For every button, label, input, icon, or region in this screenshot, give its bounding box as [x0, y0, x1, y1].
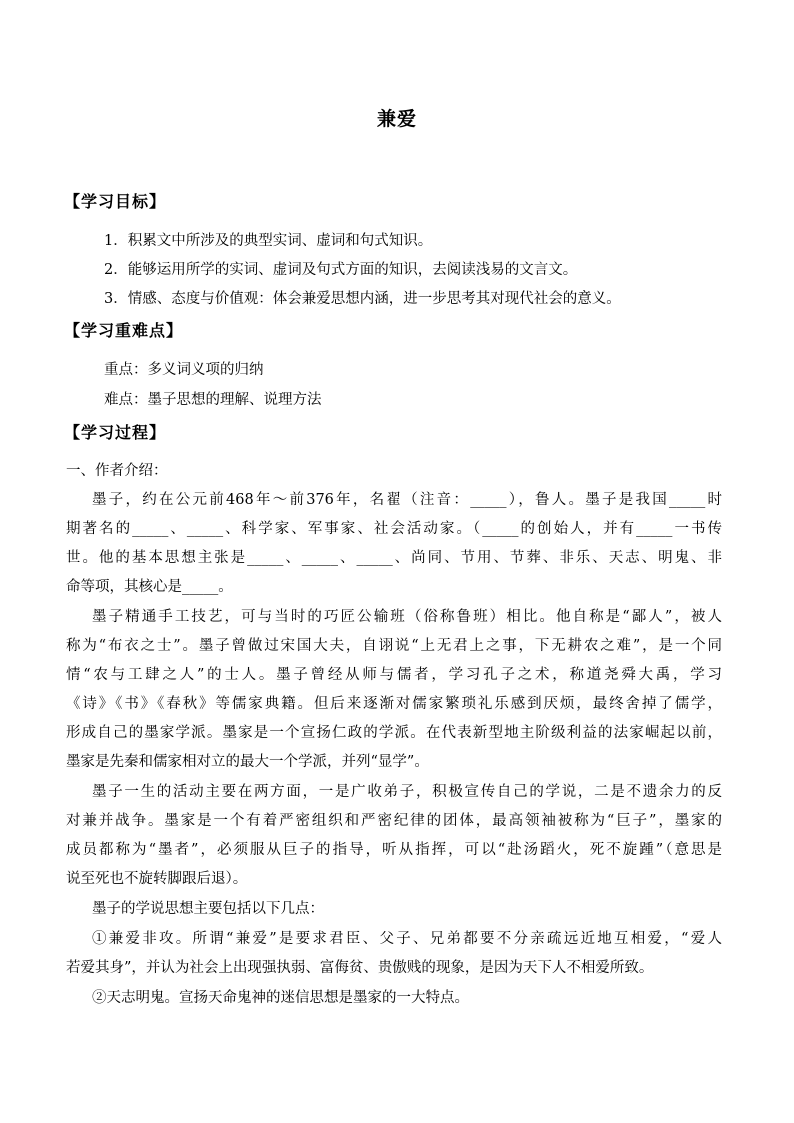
- paragraph-line: 墨子一生的活动主要在两方面，一是广收弟子，积极宣传自己的学说，二是不遗余力的反: [92, 784, 722, 800]
- author-intro-label: 一、作者介绍：: [66, 463, 168, 479]
- goals-heading: 【学习目标】: [64, 192, 167, 211]
- paragraph-line: 墨子的学说思想主要包括以下几点：: [92, 901, 324, 917]
- paragraph-line: 对兼并战争。墨家是一个有着严密组织和严密纪律的团体，最高领袖被称为“巨子”，墨家的: [66, 813, 722, 829]
- paragraph-line: 世。他的基本思想主张是_____、_____、_____、尚同、节用、节葬、非乐、天志、明鬼、非: [66, 550, 722, 566]
- paragraph-line: 命等项，其核心是_____。: [66, 579, 233, 595]
- document-title: 兼爱: [376, 108, 417, 130]
- paragraph-line: ①兼爱非攻。所谓“兼爱”是要求君臣、父子、兄弟都要不分亲疏远近地互相爱，“爱人: [92, 931, 722, 947]
- paragraph-line: 称为“布衣之士”。墨子曾做过宋国大夫，自诩说“上无君上之事，下无耕农之难”，是一个同: [66, 638, 722, 654]
- paragraph-line: 形成自己的墨家学派。墨家是一个宣扬仁政的学派。在代表新型地主阶级利益的法家崛起以前，: [66, 725, 722, 741]
- goal-item: 1．积累文中所涉及的典型实词、虚词和句式知识。: [104, 233, 433, 249]
- paragraph-line: 情“农与工肆之人”的士人。墨子曾经从师与儒者，学习孔子之术，称道尧舜大禹，学习: [66, 667, 722, 683]
- key-point-item: 重点：多义词义项的归纳: [104, 362, 264, 378]
- paragraph-line: 成员都称为“墨者”，必须服从巨子的指导，听从指挥，可以“赴汤蹈火，死不旋踵”（意思是: [66, 842, 722, 858]
- paragraph-line: ②天志明鬼。宣扬天命鬼神的迷信思想是墨家的一大特点。: [92, 990, 469, 1006]
- paragraph-line: 墨家是先秦和儒家相对立的最大一个学派，并列“显学”。: [66, 754, 429, 770]
- key-point-item: 难点：墨子思想的理解、说理方法: [104, 392, 322, 408]
- paragraph-line: 墨子精通手工技艺，可与当时的巧匠公输班（俗称鲁班）相比。他自称是“鄙人”，被人: [92, 609, 722, 625]
- process-heading: 【学习过程】: [64, 423, 167, 442]
- paragraph-line: 《诗》《书》《春秋》等儒家典籍。但后来逐渐对儒家繁琐礼乐感到厌烦，最终舍掉了儒学，: [66, 696, 722, 712]
- goal-item: 2．能够运用所学的实词、虚词及句式方面的知识，去阅读浅易的文言文。: [104, 262, 578, 278]
- paragraph-line: 若爱其身”，并认为社会上出现强执弱、富侮贫、贵傲贱的现象，是因为天下人不相爱所致。: [66, 960, 654, 976]
- paragraph-line: 期著名的_____、_____、科学家、军事家、社会活动家。（_____的创始人，并有_____一书传: [66, 521, 722, 537]
- paragraph-line: 说至死也不旋转脚跟后退）。: [66, 871, 248, 887]
- goal-item: 3．情感、态度与价值观：体会兼爱思想内涵，进一步思考其对现代社会的意义。: [104, 291, 621, 307]
- paragraph-line: 墨子，约在公元前468年～前376年，名翟（注音：_____），鲁人。墨子是我国_____时: [92, 492, 722, 508]
- key-points-heading: 【学习重难点】: [64, 321, 184, 340]
